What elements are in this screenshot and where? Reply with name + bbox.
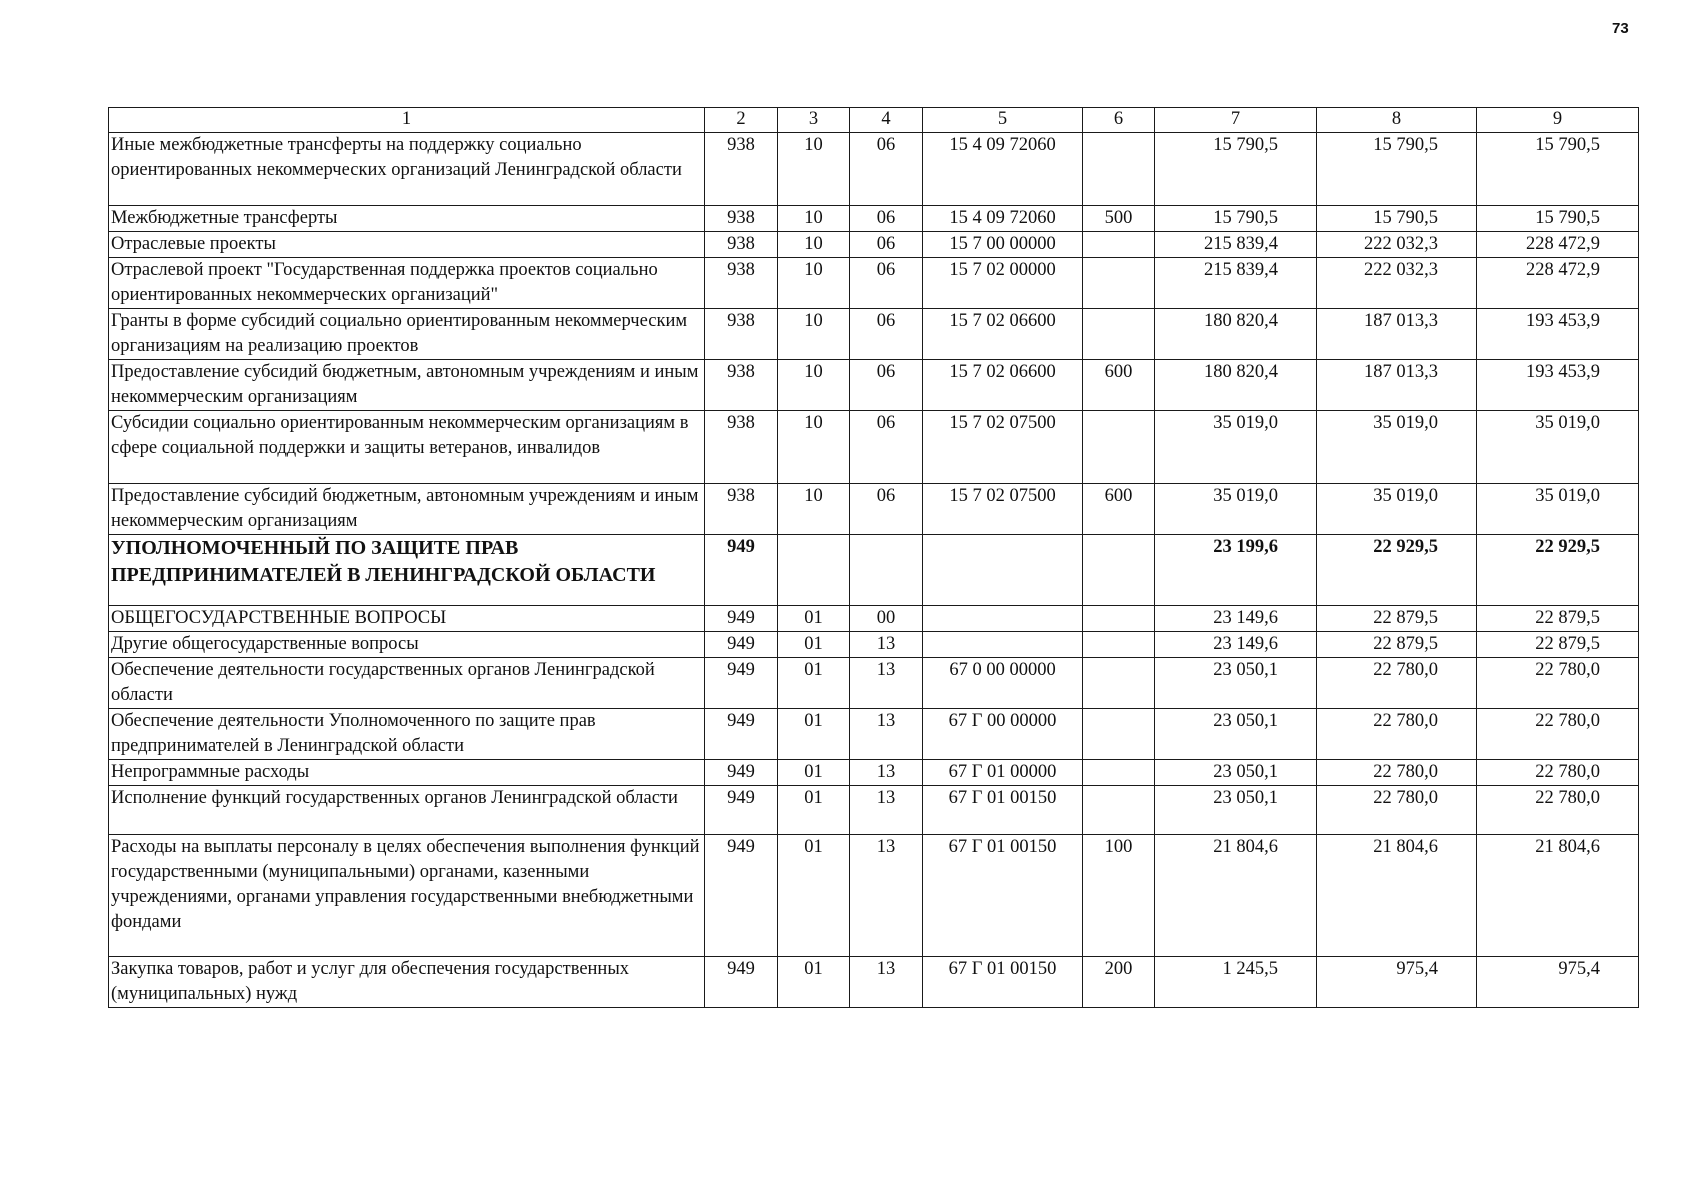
amount-year-2-cell: 187 013,3 (1317, 309, 1477, 360)
target-article-cell: 15 7 02 00000 (923, 258, 1083, 309)
section-code-cell: 10 (778, 133, 850, 206)
expense-type-cell (1083, 258, 1155, 309)
ministry-code-cell: 938 (705, 309, 778, 360)
expense-type-cell: 500 (1083, 206, 1155, 232)
row-name-cell: Обеспечение деятельности государственных органов Ленинградской области (109, 658, 705, 709)
amount-year-3-cell: 22 780,0 (1477, 658, 1639, 709)
ministry-code-cell: 949 (705, 835, 778, 957)
section-code-cell: 01 (778, 835, 850, 957)
section-code-cell: 10 (778, 360, 850, 411)
amount-year-2-cell: 22 879,5 (1317, 606, 1477, 632)
table-body (109, 133, 1639, 1008)
target-article-cell: 15 4 09 72060 (923, 206, 1083, 232)
expense-type-cell: 200 (1083, 957, 1155, 1008)
amount-year-3-cell: 35 019,0 (1477, 484, 1639, 535)
amount-year-2-cell: 22 780,0 (1317, 658, 1477, 709)
subsection-code-cell: 06 (850, 206, 923, 232)
expense-type-cell (1083, 786, 1155, 835)
table-row (109, 835, 1639, 957)
subsection-code-cell: 13 (850, 709, 923, 760)
subsection-code-cell: 13 (850, 835, 923, 957)
target-article-cell: 67 Г 01 00000 (923, 760, 1083, 786)
amount-year-1-cell: 215 839,4 (1155, 232, 1317, 258)
subsection-code-cell: 06 (850, 411, 923, 484)
ministry-code-cell: 938 (705, 258, 778, 309)
expense-type-cell (1083, 232, 1155, 258)
ministry-code-cell: 938 (705, 232, 778, 258)
subsection-code-cell: 13 (850, 957, 923, 1008)
target-article-cell: 15 7 02 07500 (923, 484, 1083, 535)
ministry-code-cell: 938 (705, 360, 778, 411)
row-name-cell: Отраслевой проект "Государственная поддержка проектов социально ориентированных некоммерческих организаций" (109, 258, 705, 309)
header-cell: 8 (1317, 108, 1477, 133)
expense-type-cell: 600 (1083, 484, 1155, 535)
subsection-code-cell: 06 (850, 309, 923, 360)
amount-year-1-cell: 23 050,1 (1155, 760, 1317, 786)
amount-year-3-cell: 193 453,9 (1477, 309, 1639, 360)
table-row (109, 484, 1639, 535)
table-row (109, 133, 1639, 206)
ministry-code-cell: 949 (705, 658, 778, 709)
target-article-cell: 15 7 02 07500 (923, 411, 1083, 484)
table-row (109, 632, 1639, 658)
section-code-cell: 10 (778, 206, 850, 232)
amount-year-2-cell: 35 019,0 (1317, 411, 1477, 484)
row-name-cell: Исполнение функций государственных органов Ленинградской области (109, 786, 705, 835)
amount-year-2-cell: 35 019,0 (1317, 484, 1477, 535)
table-row (109, 309, 1639, 360)
amount-year-3-cell: 22 879,5 (1477, 606, 1639, 632)
ministry-code-cell: 949 (705, 760, 778, 786)
table-row (109, 258, 1639, 309)
table-row (109, 606, 1639, 632)
amount-year-2-cell: 15 790,5 (1317, 133, 1477, 206)
header-cell: 3 (778, 108, 850, 133)
amount-year-3-cell: 22 780,0 (1477, 709, 1639, 760)
amount-year-3-cell: 22 879,5 (1477, 632, 1639, 658)
amount-year-2-cell: 22 780,0 (1317, 786, 1477, 835)
ministry-code-cell: 938 (705, 411, 778, 484)
amount-year-1-cell: 15 790,5 (1155, 206, 1317, 232)
budget-table (108, 107, 1639, 1008)
amount-year-3-cell: 228 472,9 (1477, 232, 1639, 258)
section-code-cell: 01 (778, 606, 850, 632)
subsection-code-cell: 06 (850, 360, 923, 411)
amount-year-2-cell: 222 032,3 (1317, 232, 1477, 258)
subsection-code-cell: 13 (850, 658, 923, 709)
subsection-code-cell: 06 (850, 133, 923, 206)
expense-type-cell (1083, 760, 1155, 786)
subsection-code-cell: 00 (850, 606, 923, 632)
target-article-cell: 67 Г 01 00150 (923, 835, 1083, 957)
target-article-cell: 15 7 02 06600 (923, 309, 1083, 360)
target-article-cell (923, 535, 1083, 606)
ministry-code-cell: 949 (705, 709, 778, 760)
amount-year-3-cell: 975,4 (1477, 957, 1639, 1008)
expense-type-cell (1083, 606, 1155, 632)
ministry-code-cell: 949 (705, 786, 778, 835)
header-cell: 5 (923, 108, 1083, 133)
amount-year-1-cell: 180 820,4 (1155, 360, 1317, 411)
target-article-cell: 15 7 02 06600 (923, 360, 1083, 411)
subsection-code-cell: 13 (850, 760, 923, 786)
target-article-cell: 15 7 00 00000 (923, 232, 1083, 258)
header-cell: 7 (1155, 108, 1317, 133)
amount-year-3-cell: 193 453,9 (1477, 360, 1639, 411)
amount-year-2-cell: 22 780,0 (1317, 709, 1477, 760)
section-code-cell: 01 (778, 632, 850, 658)
header-cell: 9 (1477, 108, 1639, 133)
table-row (109, 786, 1639, 835)
expense-type-cell (1083, 658, 1155, 709)
header-cell: 6 (1083, 108, 1155, 133)
amount-year-1-cell: 1 245,5 (1155, 957, 1317, 1008)
target-article-cell: 67 Г 00 00000 (923, 709, 1083, 760)
target-article-cell: 67 Г 01 00150 (923, 786, 1083, 835)
section-code-cell: 10 (778, 309, 850, 360)
amount-year-2-cell: 187 013,3 (1317, 360, 1477, 411)
expense-type-cell (1083, 709, 1155, 760)
amount-year-1-cell: 23 199,6 (1155, 535, 1317, 606)
subsection-code-cell: 13 (850, 786, 923, 835)
ministry-code-cell: 938 (705, 484, 778, 535)
row-name-cell: Обеспечение деятельности Уполномоченного по защите прав предпринимателей в Ленинградской области (109, 709, 705, 760)
amount-year-1-cell: 35 019,0 (1155, 411, 1317, 484)
row-name-cell: УПОЛНОМОЧЕННЫЙ ПО ЗАЩИТЕ ПРАВ ПРЕДПРИНИМАТЕЛЕЙ В ЛЕНИНГРАДСКОЙ ОБЛАСТИ (109, 535, 705, 606)
amount-year-3-cell: 21 804,6 (1477, 835, 1639, 957)
amount-year-1-cell: 180 820,4 (1155, 309, 1317, 360)
row-name-cell: ОБЩЕГОСУДАРСТВЕННЫЕ ВОПРОСЫ (109, 606, 705, 632)
amount-year-2-cell: 222 032,3 (1317, 258, 1477, 309)
expense-type-cell (1083, 535, 1155, 606)
ministry-code-cell: 949 (705, 957, 778, 1008)
row-name-cell: Субсидии социально ориентированным некоммерческим организациям в сфере социальной поддержки и защиты ветеранов, инвалидов (109, 411, 705, 484)
subsection-code-cell: 06 (850, 232, 923, 258)
page-number: 73 (1612, 20, 1629, 37)
header-cell: 1 (109, 108, 705, 133)
table-row (109, 360, 1639, 411)
amount-year-1-cell: 215 839,4 (1155, 258, 1317, 309)
target-article-cell (923, 632, 1083, 658)
expense-type-cell: 600 (1083, 360, 1155, 411)
table-row (109, 760, 1639, 786)
row-name-cell: Межбюджетные трансферты (109, 206, 705, 232)
ministry-code-cell: 949 (705, 535, 778, 606)
header-cell: 2 (705, 108, 778, 133)
table-row (109, 658, 1639, 709)
table-row (109, 535, 1639, 606)
target-article-cell: 15 4 09 72060 (923, 133, 1083, 206)
subsection-code-cell: 06 (850, 258, 923, 309)
amount-year-2-cell: 975,4 (1317, 957, 1477, 1008)
amount-year-2-cell: 22 780,0 (1317, 760, 1477, 786)
target-article-cell (923, 606, 1083, 632)
row-name-cell: Предоставление субсидий бюджетным, автономным учреждениям и иным некоммерческим организациям (109, 484, 705, 535)
header-cell: 4 (850, 108, 923, 133)
expense-type-cell (1083, 309, 1155, 360)
row-name-cell: Гранты в форме субсидий социально ориентированным некоммерческим организациям на реализацию проектов (109, 309, 705, 360)
ministry-code-cell: 938 (705, 206, 778, 232)
section-code-cell: 10 (778, 232, 850, 258)
amount-year-2-cell: 22 929,5 (1317, 535, 1477, 606)
section-code-cell: 01 (778, 709, 850, 760)
table-row (109, 232, 1639, 258)
section-code-cell: 01 (778, 786, 850, 835)
row-name-cell: Иные межбюджетные трансферты на поддержку социально ориентированных некоммерческих организаций Ленинградской области (109, 133, 705, 206)
row-name-cell: Предоставление субсидий бюджетным, автономным учреждениям и иным некоммерческим организациям (109, 360, 705, 411)
amount-year-1-cell: 23 149,6 (1155, 632, 1317, 658)
section-code-cell: 01 (778, 760, 850, 786)
target-article-cell: 67 Г 01 00150 (923, 957, 1083, 1008)
ministry-code-cell: 938 (705, 133, 778, 206)
section-code-cell: 10 (778, 411, 850, 484)
expense-type-cell: 100 (1083, 835, 1155, 957)
amount-year-1-cell: 23 149,6 (1155, 606, 1317, 632)
section-code-cell: 10 (778, 258, 850, 309)
table-row (109, 957, 1639, 1008)
row-name-cell: Непрограммные расходы (109, 760, 705, 786)
target-article-cell: 67 0 00 00000 (923, 658, 1083, 709)
amount-year-2-cell: 15 790,5 (1317, 206, 1477, 232)
amount-year-3-cell: 228 472,9 (1477, 258, 1639, 309)
header-row (109, 108, 1639, 133)
amount-year-3-cell: 15 790,5 (1477, 206, 1639, 232)
amount-year-1-cell: 35 019,0 (1155, 484, 1317, 535)
expense-type-cell (1083, 133, 1155, 206)
amount-year-3-cell: 35 019,0 (1477, 411, 1639, 484)
amount-year-3-cell: 15 790,5 (1477, 133, 1639, 206)
amount-year-3-cell: 22 929,5 (1477, 535, 1639, 606)
row-name-cell: Отраслевые проекты (109, 232, 705, 258)
amount-year-1-cell: 21 804,6 (1155, 835, 1317, 957)
section-code-cell (778, 535, 850, 606)
subsection-code-cell (850, 535, 923, 606)
section-code-cell: 01 (778, 957, 850, 1008)
amount-year-1-cell: 15 790,5 (1155, 133, 1317, 206)
amount-year-3-cell: 22 780,0 (1477, 760, 1639, 786)
amount-year-3-cell: 22 780,0 (1477, 786, 1639, 835)
subsection-code-cell: 13 (850, 632, 923, 658)
amount-year-1-cell: 23 050,1 (1155, 658, 1317, 709)
amount-year-1-cell: 23 050,1 (1155, 709, 1317, 760)
table-row (109, 411, 1639, 484)
table-row (109, 206, 1639, 232)
row-name-cell: Другие общегосударственные вопросы (109, 632, 705, 658)
amount-year-1-cell: 23 050,1 (1155, 786, 1317, 835)
table-row (109, 709, 1639, 760)
section-code-cell: 10 (778, 484, 850, 535)
ministry-code-cell: 949 (705, 632, 778, 658)
amount-year-2-cell: 22 879,5 (1317, 632, 1477, 658)
row-name-cell: Расходы на выплаты персоналу в целях обеспечения выполнения функций государственными (муниципальными) органами, казенными учреждениями, органами управления государственными внебюджетными фондами (109, 835, 705, 957)
row-name-cell: Закупка товаров, работ и услуг для обеспечения государственных (муниципальных) нужд (109, 957, 705, 1008)
section-code-cell: 01 (778, 658, 850, 709)
amount-year-2-cell: 21 804,6 (1317, 835, 1477, 957)
ministry-code-cell: 949 (705, 606, 778, 632)
expense-type-cell (1083, 411, 1155, 484)
expense-type-cell (1083, 632, 1155, 658)
subsection-code-cell: 06 (850, 484, 923, 535)
